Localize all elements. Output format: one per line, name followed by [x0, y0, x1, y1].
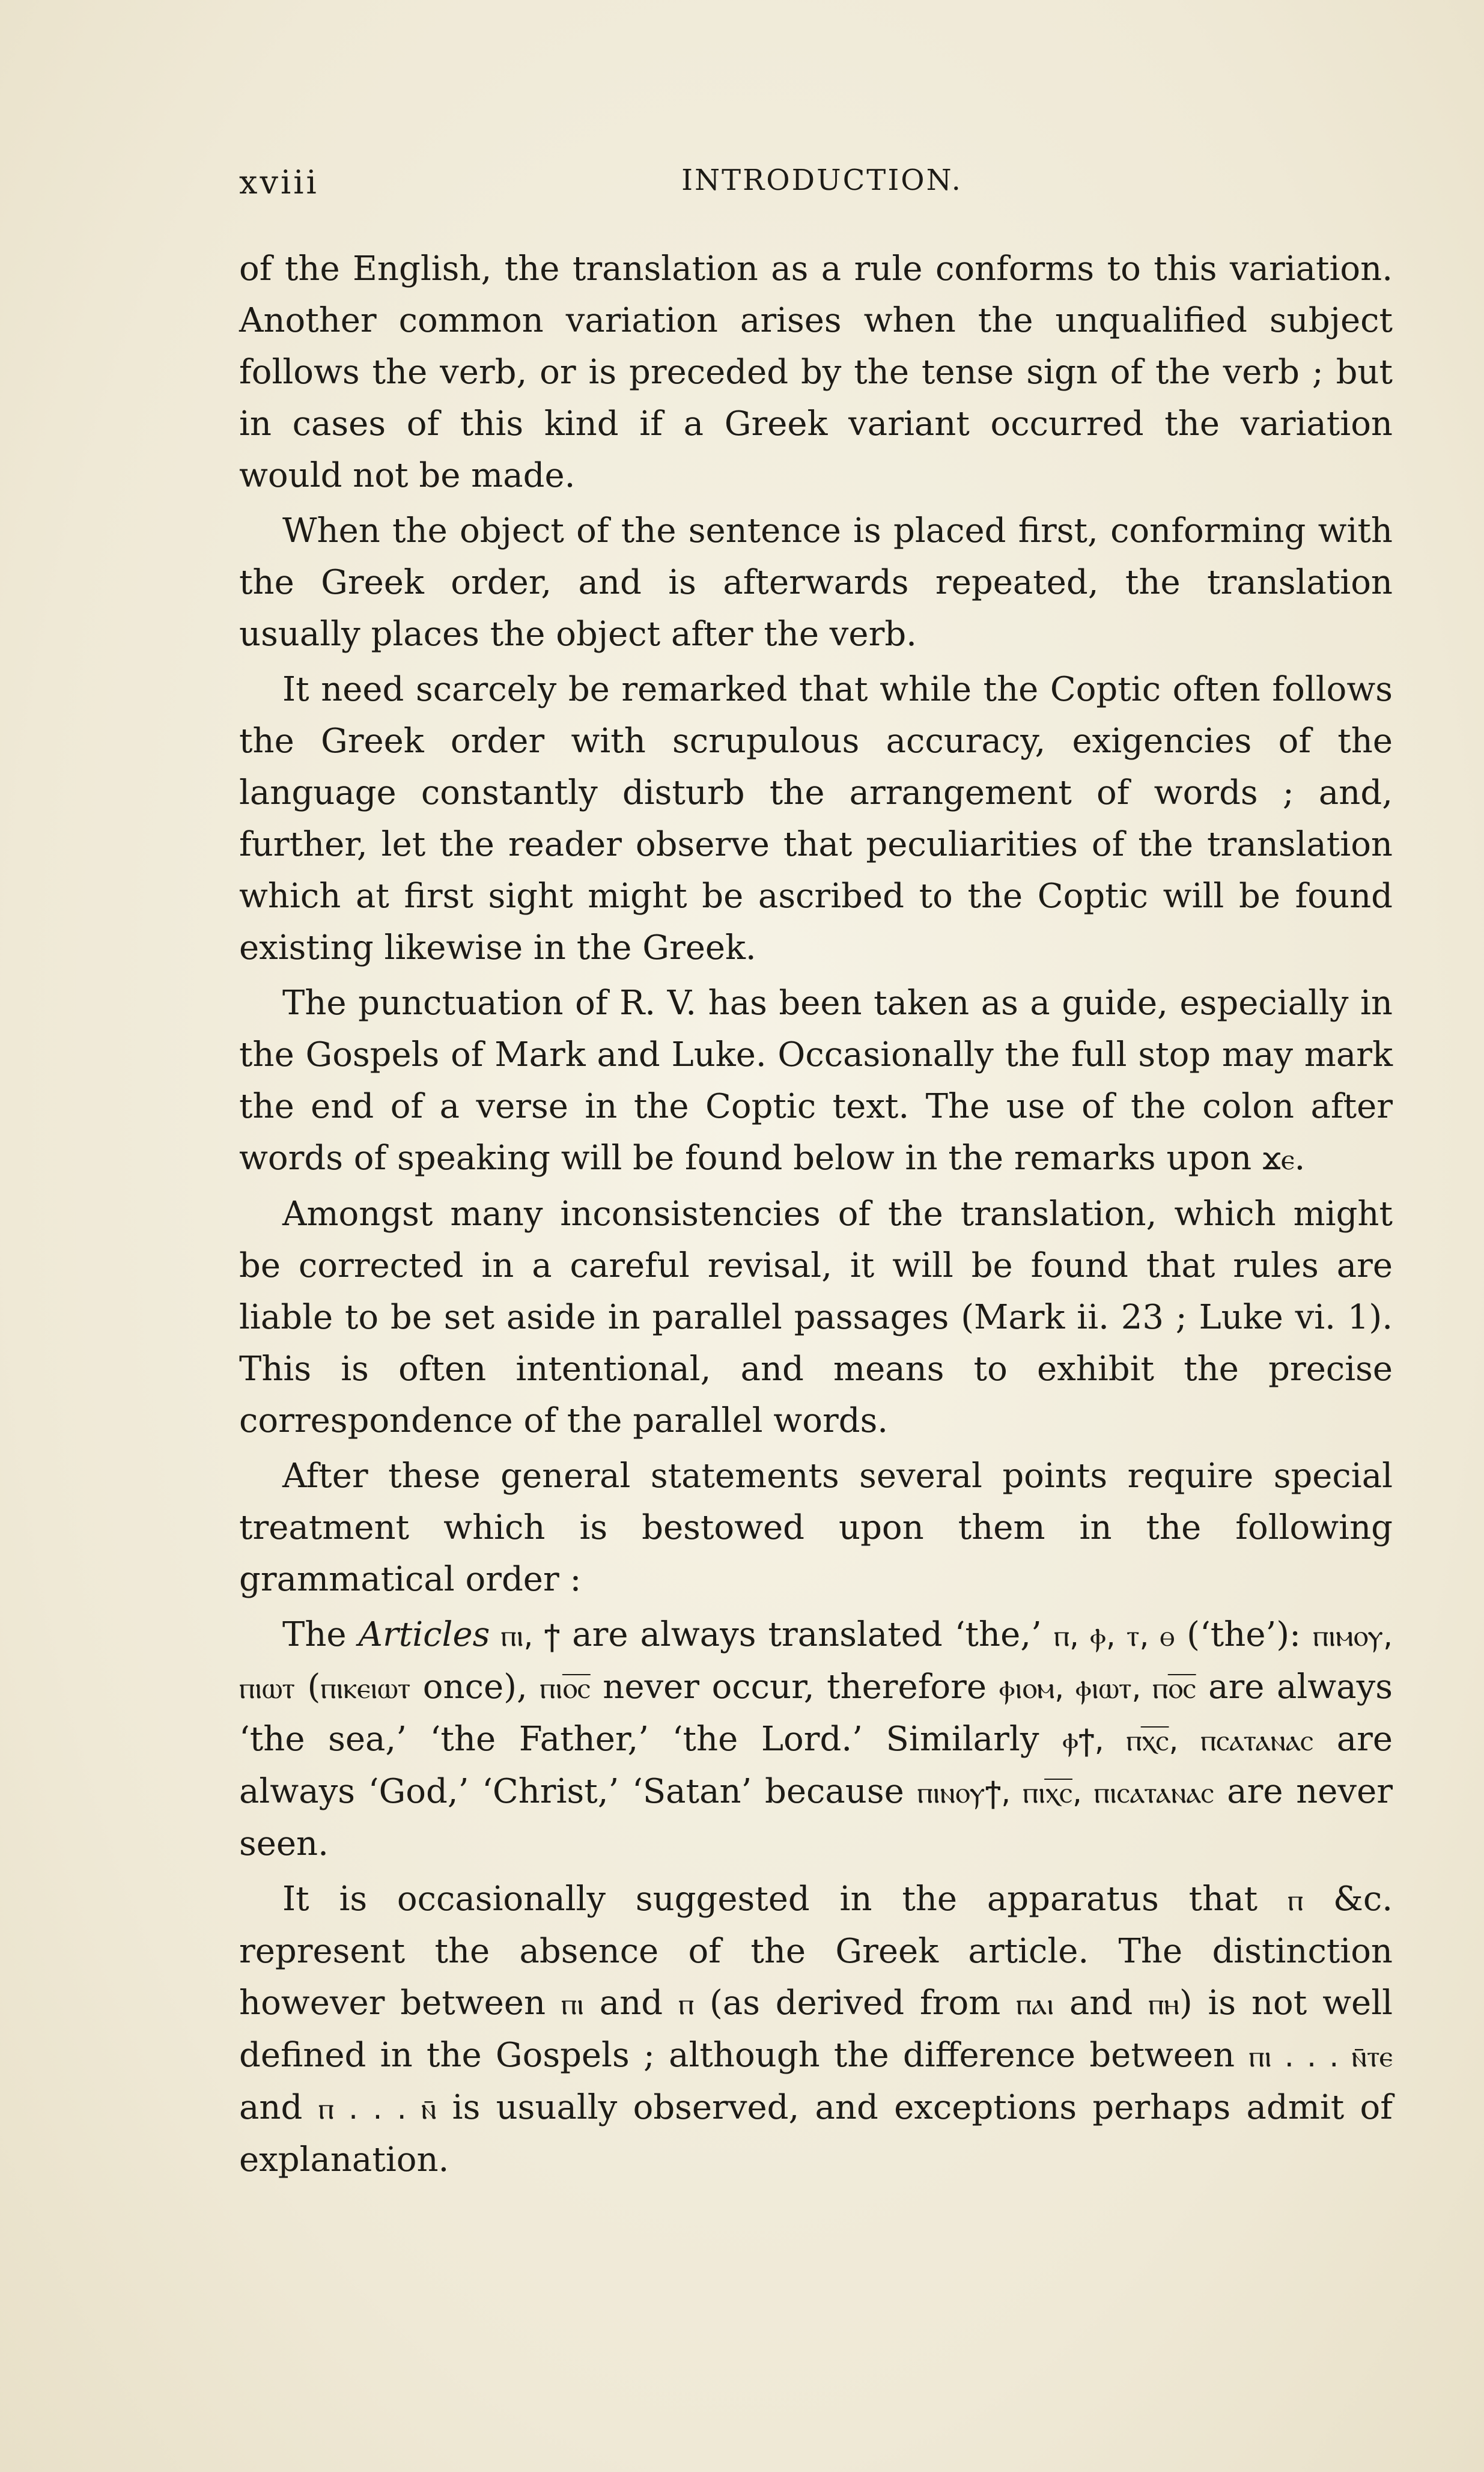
paragraph-coptic-order: It need scarcely be remarked that while the Coptic often follows the Greek order with scrupulous accuracy, exigencies of the language constantly disturb the arrangement of words ; and, further, let the reader observe that peculiarities of the translation which at first sight might be ascribed to the Coptic will be found existing likewise in the Greek.	[239, 670, 1393, 967]
articles-text: (‘the’):	[1175, 1615, 1313, 1654]
punctuation-text: The punctuation of R. V. has been taken as a guide, especially in the Gospels of Mark and Luke. Occasionally the full stop may mark the end of a verse in the Coptic text. The use of the colon after words of speaking will be found below in the remarks upon	[239, 984, 1393, 1178]
paragraph-apparatus	[239, 1874, 1393, 2186]
body-text	[239, 243, 1393, 2190]
apparatus-text: &c. represent the absence of the Greek article. The distinction however between	[239, 1880, 1393, 2023]
folio-number: xviii	[239, 163, 319, 201]
coptic-word: ϫⲉ	[1262, 1142, 1295, 1177]
coptic-word: ⲡ . . . ⲛ̄	[318, 2091, 437, 2126]
apparatus-text: (as derived from	[694, 1983, 1017, 2023]
coptic-word: ⲡ, ⲫ, ⲧ, ⲑ	[1053, 1618, 1175, 1653]
coptic-word: ⲡ	[678, 1986, 695, 2021]
articles-text: once),	[410, 1667, 540, 1706]
coptic-word: ⲡⲓ, ϯ	[490, 1618, 561, 1653]
coptic-word: ⲡⲓⲕⲉⲓⲱⲧ	[320, 1670, 411, 1705]
apparatus-text: and	[239, 2088, 318, 2127]
paragraph-continuation: of the English, the translation as a rule conforms to this variation. Another common variation arises when the unqualified subject follows the verb, or is preceded by the tense sign of the verb ; but in cases of this kind if a Greek variant occurred the variation would not be made.	[239, 249, 1393, 495]
coptic-word: ⲡⲓⲛⲟⲩϯ, ⲡⲓⲭ̅ⲥ̅, ⲡⲓⲥⲁⲧⲁⲛⲁⲥ	[917, 1775, 1214, 1810]
paragraph-articles	[239, 1609, 1393, 1870]
coptic-word: ⲡⲁⲓ	[1016, 1986, 1054, 2021]
coptic-word: ⲡⲓⲙⲟⲩ, ⲡⲓⲱⲧ	[239, 1618, 1393, 1705]
apparatus-text: It is occasionally suggested in the apparatus that	[282, 1880, 1288, 1919]
apparatus-text: ) is not well defined in the Gospels ; although the difference between	[239, 1983, 1393, 2075]
page-header	[239, 163, 1405, 212]
coptic-word: ⲡⲓⲟ̅ⲥ̅	[540, 1670, 591, 1705]
paragraph-inconsistencies: Amongst many inconsistencies of the translation, which might be corrected in a careful revisal, it will be found that rules are liable to be set aside in parallel passages (Mark ii. 23 ; Luke vi. 1). This is often intentional, and means to exhibit the precise correspondence of the parallel words.	[239, 1195, 1393, 1440]
articles-text: are never seen.	[239, 1772, 1393, 1863]
articles-text: (	[295, 1667, 321, 1706]
articles-text: never occur, therefore	[590, 1667, 999, 1706]
apparatus-text: and	[583, 1983, 678, 2023]
apparatus-text: is usually observed, and exceptions perhaps admit of explanation.	[239, 2088, 1393, 2179]
paragraph-object-order: When the object of the sentence is placed first, conforming with the Greek order, and is afterwards repeated, the translation usually places the object after the verb.	[239, 511, 1393, 654]
paragraph-general-statements: After these general statements several points require special treatment which is bestowed upon them in the following grammatical order :	[239, 1457, 1393, 1599]
articles-text: The	[282, 1615, 359, 1654]
punctuation-end: .	[1294, 1139, 1306, 1178]
coptic-word: ⲡⲓ . . . ⲛ̄ⲧⲉ	[1248, 2039, 1393, 2074]
running-head: INTRODUCTION.	[681, 163, 962, 197]
coptic-word: ⲫⲓⲟⲙ, ⲫⲓⲱⲧ, ⲡⲟ̅ⲥ̅	[999, 1670, 1196, 1705]
paragraph-punctuation	[239, 978, 1393, 1185]
coptic-word: ⲡⲏ	[1148, 1986, 1179, 2021]
articles-text: are always ‘the sea,’ ‘the Father,’ ‘the Lord.’ Similarly	[239, 1667, 1393, 1759]
articles-text: are always ‘God,’ ‘Christ,’ ‘Satan’ because	[239, 1720, 1393, 1811]
articles-text: are always translated ‘the,’	[560, 1615, 1054, 1654]
coptic-word: ⲫϯ, ⲡⲭ̅ⲥ̅, ⲡⲥⲁⲧⲁⲛⲁⲥ	[1062, 1723, 1314, 1758]
articles-italic: Articles	[358, 1615, 490, 1654]
coptic-word: ⲡ	[1287, 1883, 1304, 1917]
coptic-word: ⲡⲓ	[561, 1986, 584, 2021]
apparatus-text: and	[1054, 1983, 1149, 2023]
